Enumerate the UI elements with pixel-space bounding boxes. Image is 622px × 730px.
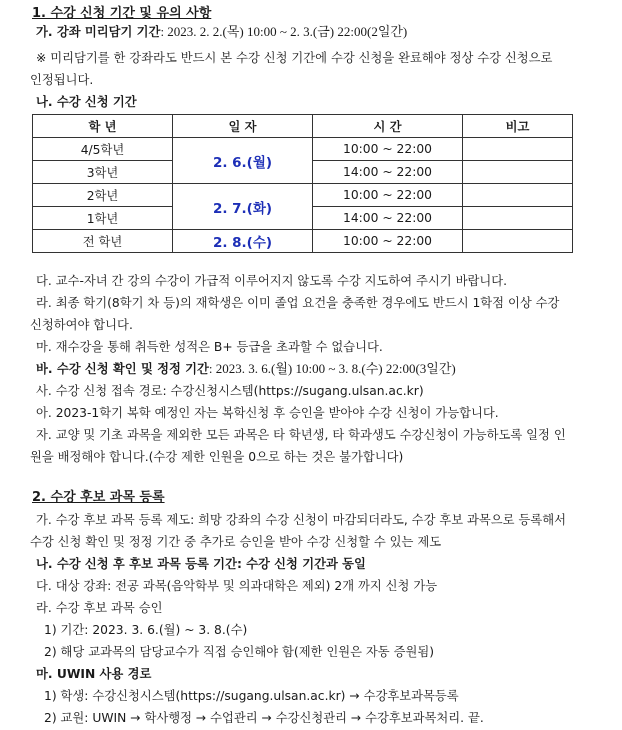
time-cell: 14:00 ~ 22:00 [313, 161, 463, 184]
waitlist-ra-2: 2) 해당 교과목의 담당교수가 직접 승인해야 함(제한 인원은 자동 증원됨) [44, 645, 435, 659]
grade-cell: 2학년 [33, 184, 173, 207]
item-ra-line1: 라. 최종 학기(8학기 차 등)의 재학생은 이미 졸업 요건을 충족한 경우에도 반드시 1학점 이상 수강 [36, 296, 560, 310]
note-cell [463, 184, 573, 207]
waitlist-ma-1: 1) 학생: 수강신청시스템(https://sugang.ulsan.ac.kr) → 수강후보과목등록 [44, 689, 459, 703]
item-sa: 사. 수강 신청 접속 경로: 수강신청시스템(https://sugang.ulsan.ac.kr) [36, 384, 424, 398]
header-time: 시 간 [313, 115, 463, 138]
header-date: 일 자 [173, 115, 313, 138]
grade-cell: 1학년 [33, 207, 173, 230]
waitlist-na: 나. 수강 신청 후 후보 과목 등록 기간: 수강 신청 기간과 동일 [36, 557, 366, 571]
section-2-heading: 2. 수강 후보 과목 등록 [32, 490, 165, 505]
preselect-note-line2: 인정됩니다. [30, 73, 94, 87]
waitlist-ga-line2: 수강 신청 확인 및 정정 기간 중 추가로 승인을 받아 수강 신청할 수 있는 제도 [30, 535, 442, 549]
waitlist-ra-1: 1) 기간: 2023. 3. 6.(월) ~ 3. 8.(수) [44, 623, 248, 637]
preselect-period-label: 가. 강좌 미리담기 기간 [36, 25, 161, 39]
date-cell: 2. 7.(화) [173, 184, 313, 230]
note-cell [463, 207, 573, 230]
item-a: 아. 2023-1학기 복학 예정인 자는 복학신청 후 승인을 받아야 수강 신청이 가능합니다. [36, 406, 499, 420]
waitlist-da: 다. 대상 강좌: 전공 과목(음악학부 및 의과대학은 제외) 2개 까지 신청 가능 [36, 579, 438, 593]
waitlist-ra: 라. 수강 후보 과목 승인 [36, 601, 163, 615]
item-ma: 마. 재수강을 통해 취득한 성적은 B+ 등급을 초과할 수 없습니다. [36, 340, 383, 354]
table-row [33, 184, 573, 207]
date-cell: 2. 8.(수) [173, 230, 313, 253]
item-da: 다. 교수-자녀 간 강의 수강이 가급적 이루어지지 않도록 수강 지도하여 주시기 바랍니다. [36, 274, 508, 288]
note-cell [463, 138, 573, 161]
section-1-heading: 1. 수강 신청 기간 및 유의 사항 [32, 6, 212, 21]
item-ja-line2: 원을 배정해야 합니다.(수강 제한 인원을 0으로 하는 것은 불가합니다) [30, 450, 404, 464]
note-cell [463, 161, 573, 184]
note-cell [463, 230, 573, 253]
time-cell: 10:00 ~ 22:00 [313, 138, 463, 161]
item-ja-line1: 자. 교양 및 기초 과목을 제외한 모든 과목은 타 학년생, 타 학과생도 수강신청이 가능하도록 일정 인 [36, 428, 566, 442]
header-note: 비고 [463, 115, 573, 138]
preselect-note-line1: ※ 미리담기를 한 강좌라도 반드시 본 수강 신청 기간에 수강 신청을 완료해야 정상 수강 신청으로 [36, 51, 553, 65]
grade-cell: 전 학년 [33, 230, 173, 253]
preselect-period [36, 24, 407, 40]
table-row [33, 138, 573, 161]
registration-period-label: 나. 수강 신청 기간 [36, 95, 137, 109]
waitlist-ma: 마. UWIN 사용 경로 [36, 667, 152, 681]
time-cell: 10:00 ~ 22:00 [313, 230, 463, 253]
table-header-row [33, 115, 573, 138]
time-cell: 14:00 ~ 22:00 [313, 207, 463, 230]
header-grade: 학 년 [33, 115, 173, 138]
date-cell: 2. 6.(월) [173, 138, 313, 184]
correction-period [36, 361, 456, 377]
time-cell: 10:00 ~ 22:00 [313, 184, 463, 207]
registration-schedule-table [32, 114, 573, 253]
correction-period-value: : 2023. 3. 6.(월) 10:00 ~ 3. 8.(수) 22:00(3일간) [208, 361, 456, 376]
correction-period-label: 바. 수강 신청 확인 및 정정 기간 [36, 362, 209, 376]
waitlist-ga-line1: 가. 수강 후보 과목 등록 제도: 희망 강좌의 수강 신청이 마감되더라도, 수강 후보 과목으로 등록해서 [36, 513, 566, 527]
item-ra-line2: 신청하여야 합니다. [30, 318, 133, 332]
table-row [33, 230, 573, 253]
waitlist-ma-2: 2) 교원: UWIN → 학사행정 → 수업관리 → 수강신청관리 → 수강후보과목처리. 끝. [44, 711, 484, 725]
preselect-period-value: : 2023. 2. 2.(목) 10:00 ~ 2. 3.(금) 22:00(2일간) [160, 24, 408, 39]
grade-cell: 4/5학년 [33, 138, 173, 161]
grade-cell: 3학년 [33, 161, 173, 184]
